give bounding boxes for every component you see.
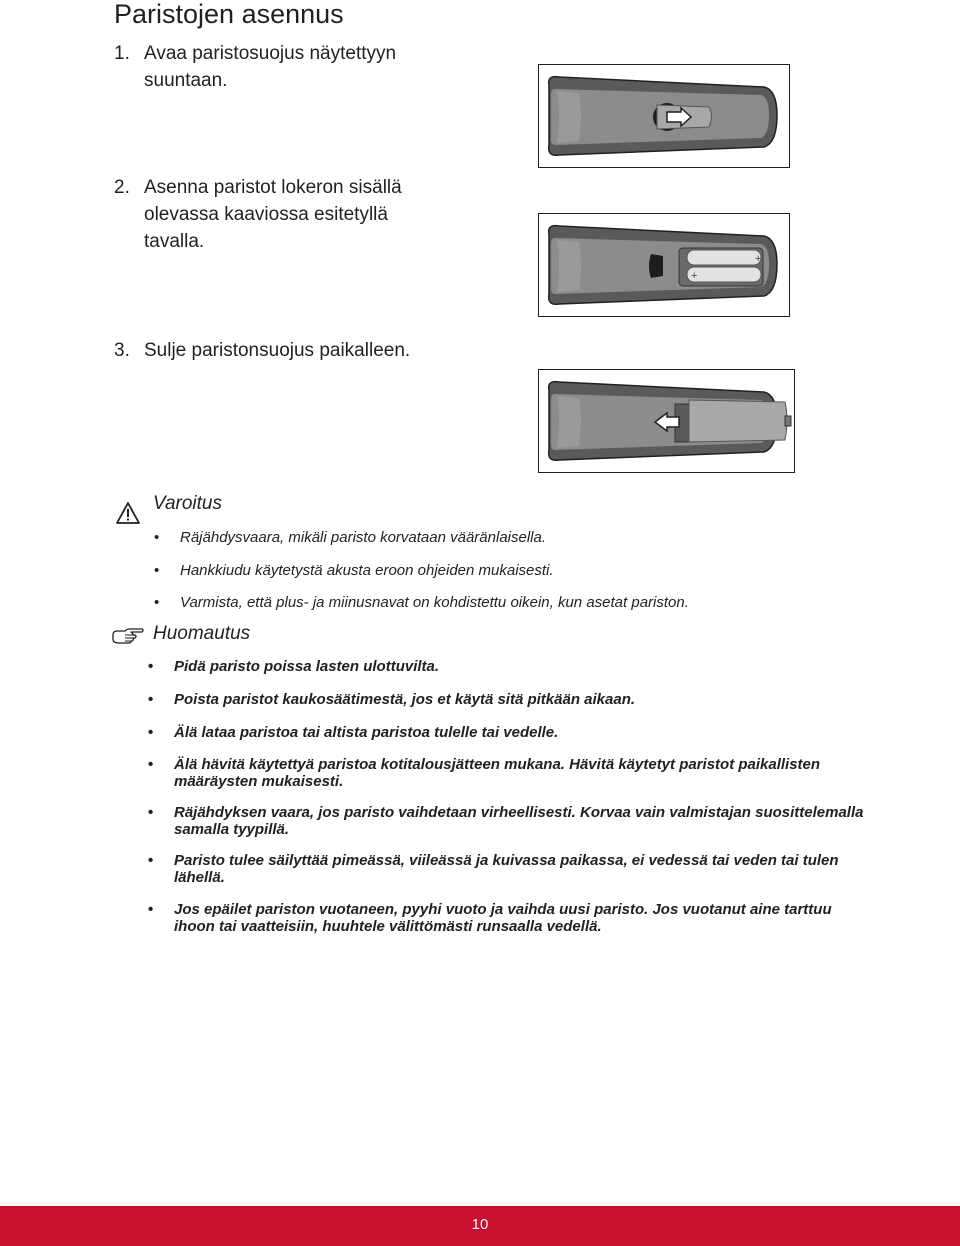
step-number: 2. (114, 177, 130, 198)
list-item: • Räjähdysvaara, mikäli paristo korvataan vääränlaisella. (154, 529, 547, 546)
step-2 (114, 174, 444, 255)
list-item: • Pidä paristo poissa lasten ulottuvilta. (148, 658, 440, 675)
list-item: • Älä hävitä käytettyä paristoa kotitalousjätteen mukana. Hävitä käytetyt paristot paikallisten määräysten mukaisesti. (148, 756, 821, 790)
remote-batteries-illustration (539, 214, 789, 316)
battery (687, 267, 761, 282)
battery (687, 250, 761, 265)
pointing-hand-icon (111, 627, 145, 645)
svg-text:+: + (755, 253, 762, 265)
step-1 (114, 40, 444, 94)
list-item: • Poista paristot kaukosäätimestä, jos et käytä sitä pitkään aikaan. (148, 691, 636, 708)
figure-close-cover (538, 369, 795, 473)
step-text: Sulje paristonsuojus paikalleen. (144, 340, 411, 361)
page-title: Paristojen asennus (114, 0, 344, 29)
step-number: 1. (114, 43, 130, 64)
remote-close-cover-illustration (539, 370, 794, 472)
figure-insert-batteries (538, 213, 790, 317)
svg-text:+: + (691, 270, 698, 282)
list-item: • Varmista, että plus- ja miinusnavat on kohdistettu oikein, kun asetat pariston. (154, 594, 689, 611)
warning-heading: Varoitus (153, 493, 222, 514)
figure-open-cover (538, 64, 790, 168)
list-item: • Hankkiudu käytetystä akusta eroon ohjeiden mukaisesti. (154, 562, 554, 579)
page-number: 10 (471, 1216, 489, 1233)
list-item: • Räjähdyksen vaara, jos paristo vaihdetaan virheellisesti. Korvaa vain valmistajan suosittelemalla samalla tyypillä. (148, 804, 864, 838)
note-heading: Huomautus (153, 623, 251, 644)
step-3 (114, 337, 444, 364)
warning-triangle-icon (116, 502, 140, 524)
page-footer (0, 1206, 960, 1246)
list-item: • Jos epäilet pariston vuotaneen, pyyhi vuoto ja vaihda uusi paristo. Jos vuotanut aine tarttuu ihoon tai vaatteisiin, huuhtele välittömästi runsaalla vedellä. (148, 901, 832, 935)
list-item: • Paristo tulee säilyttää pimeässä, viileässä ja kuivassa paikassa, ei vedessä tai veden tai tulen lähellä. (148, 852, 839, 886)
step-text: Avaa paristosuojus näytettyyn suuntaan. (144, 43, 397, 91)
remote-open-cover-illustration (539, 65, 789, 167)
step-text: Asenna paristot lokeron sisällä olevassa kaaviossa esitetyllä tavalla. (144, 177, 402, 252)
step-number: 3. (114, 340, 130, 361)
list-item: • Älä lataa paristoa tai altista paristoa tulelle tai vedelle. (148, 724, 559, 741)
